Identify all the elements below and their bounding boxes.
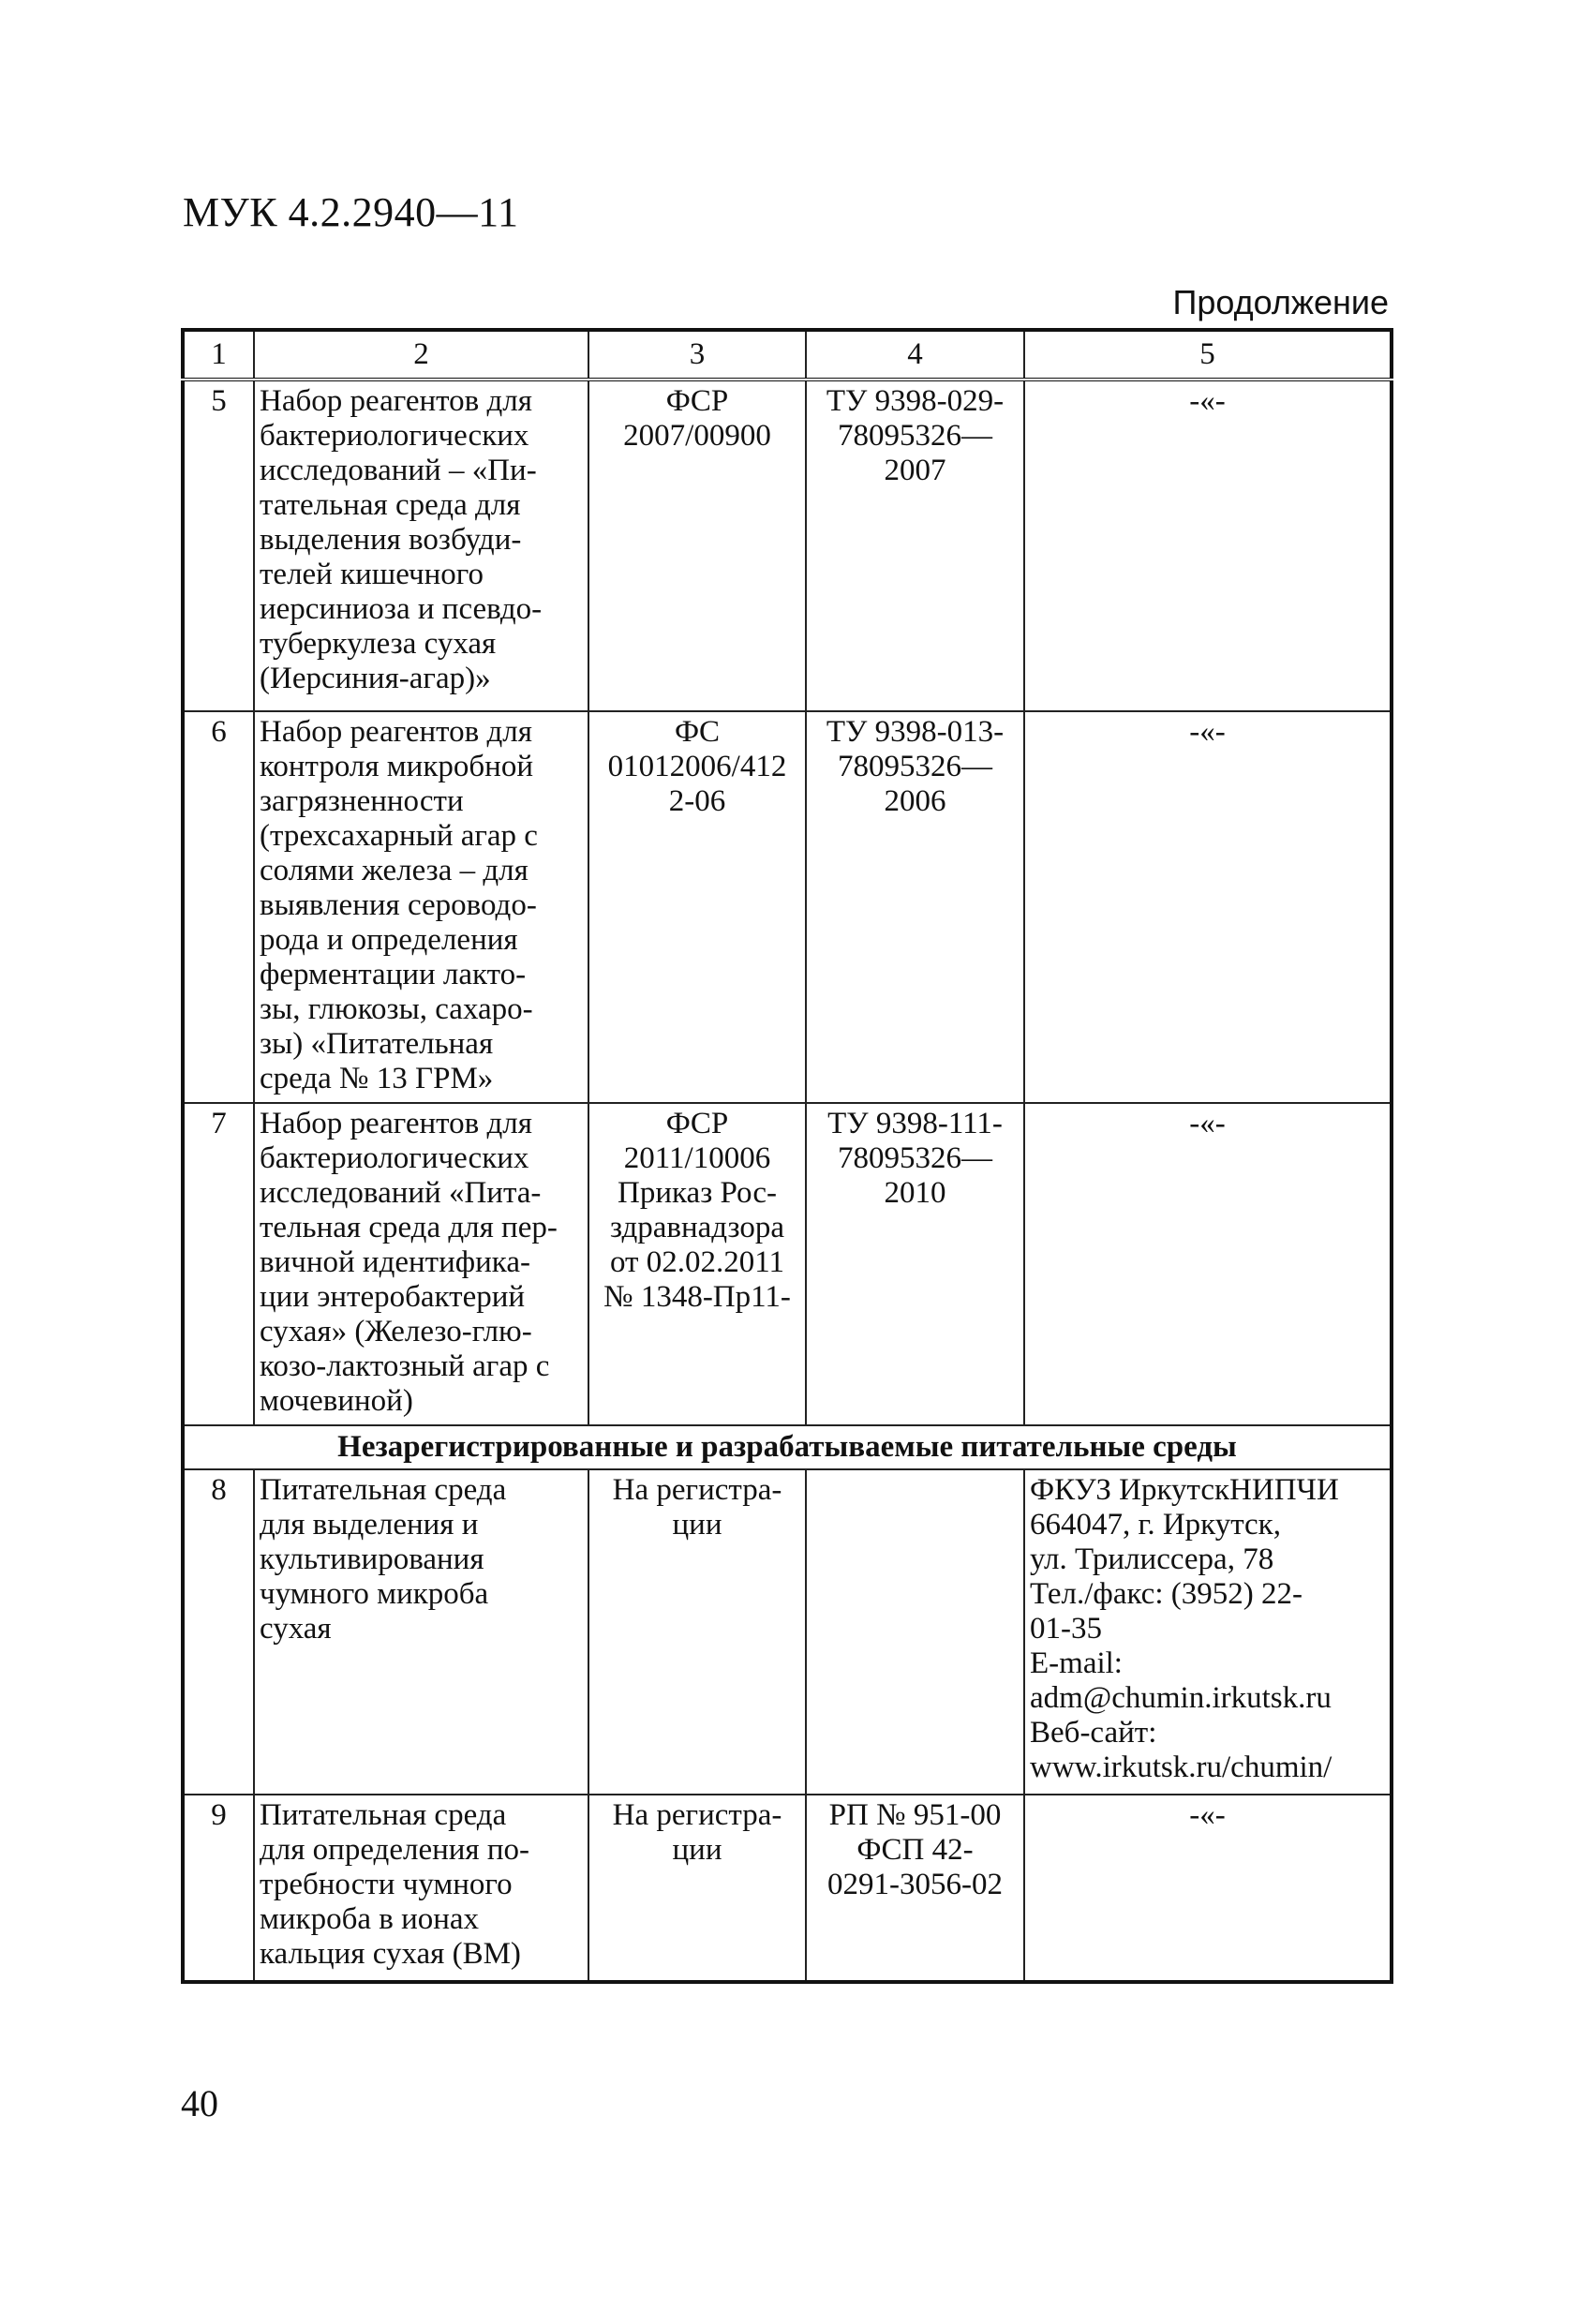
table-header-row xyxy=(183,330,1392,380)
manufacturer: ФКУЗ ИркутскНИПЧИ 664047, г. Иркутск, ул. Трилиссера, 78 Тел./факс: (3952) 22- 01-35 E-mail: adm@chumin.irkutsk.ru Веб-сайт: www.irkutsk.ru/chumin/ xyxy=(1024,1469,1392,1795)
row-number: 7 xyxy=(183,1103,254,1425)
row-number: 6 xyxy=(183,711,254,1103)
manufacturer: -«- xyxy=(1024,1103,1392,1425)
technical-spec: ТУ 9398-029- 78095326— 2007 xyxy=(806,380,1024,711)
column-header: 2 xyxy=(254,330,588,380)
row-number: 5 xyxy=(183,380,254,711)
column-header: 3 xyxy=(588,330,806,380)
page-number: 40 xyxy=(181,2082,218,2124)
reagent-name: Питательная среда для выделения и культивирования чумного микроба сухая xyxy=(254,1469,588,1795)
section-header-row xyxy=(183,1425,1392,1469)
section-title: Незарегистрированные и разрабатываемые питательные среды xyxy=(183,1425,1392,1469)
reagent-name: Набор реагентов для контроля микробной загрязненности (трехсахарный агар с солями железа – для выявления сероводо- рода и определения ферментации лакто- зы, глюкозы, сахаро- зы) «Питательная среда № 13 ГРМ» xyxy=(254,711,588,1103)
registration-doc: На регистра- ции xyxy=(588,1795,806,1982)
reagent-name: Набор реагентов для бактериологических исследований «Пита- тельная среда для пер- вичной идентифика- ции энтеробактерий сухая» (Железо-глю- козо-лактозный агар с мочевиной) xyxy=(254,1103,588,1425)
manufacturer: -«- xyxy=(1024,380,1392,711)
table-row xyxy=(183,711,1392,1103)
row-number: 9 xyxy=(183,1795,254,1982)
document-id: МУК 4.2.2940—11 xyxy=(183,189,519,235)
table-row xyxy=(183,1103,1392,1425)
column-header: 5 xyxy=(1024,330,1392,380)
table-row xyxy=(183,1469,1392,1795)
registration-doc: ФСР 2011/10006 Приказ Рос- здравнадзора от 02.02.2011 № 1348-Пр11- xyxy=(588,1103,806,1425)
column-header: 4 xyxy=(806,330,1024,380)
manufacturer: -«- xyxy=(1024,1795,1392,1982)
technical-spec: ТУ 9398-111- 78095326— 2010 xyxy=(806,1103,1024,1425)
manufacturer: -«- xyxy=(1024,711,1392,1103)
table-row xyxy=(183,1795,1392,1982)
reagent-name: Питательная среда для определения по- требности чумного микроба в ионах кальция сухая (ВМ) xyxy=(254,1795,588,1982)
row-number: 8 xyxy=(183,1469,254,1795)
technical-spec: ТУ 9398-013- 78095326— 2006 xyxy=(806,711,1024,1103)
technical-spec xyxy=(806,1469,1024,1795)
registration-doc: ФСР 2007/00900 xyxy=(588,380,806,711)
table-row xyxy=(183,380,1392,711)
registration-doc: На регистра- ции xyxy=(588,1469,806,1795)
continuation-label: Продолжение xyxy=(1172,283,1389,321)
reagent-name: Набор реагентов для бактериологических исследований – «Пи- тательная среда для выделения возбуди- телей кишечного иерсиниоза и псевдо- туберкулеза сухая (Иерсиния-агар)» xyxy=(254,380,588,711)
technical-spec: РП № 951-00 ФСП 42- 0291-3056-02 xyxy=(806,1795,1024,1982)
reagents-table xyxy=(181,328,1393,1984)
column-header: 1 xyxy=(183,330,254,380)
registration-doc: ФС 01012006/412 2-06 xyxy=(588,711,806,1103)
